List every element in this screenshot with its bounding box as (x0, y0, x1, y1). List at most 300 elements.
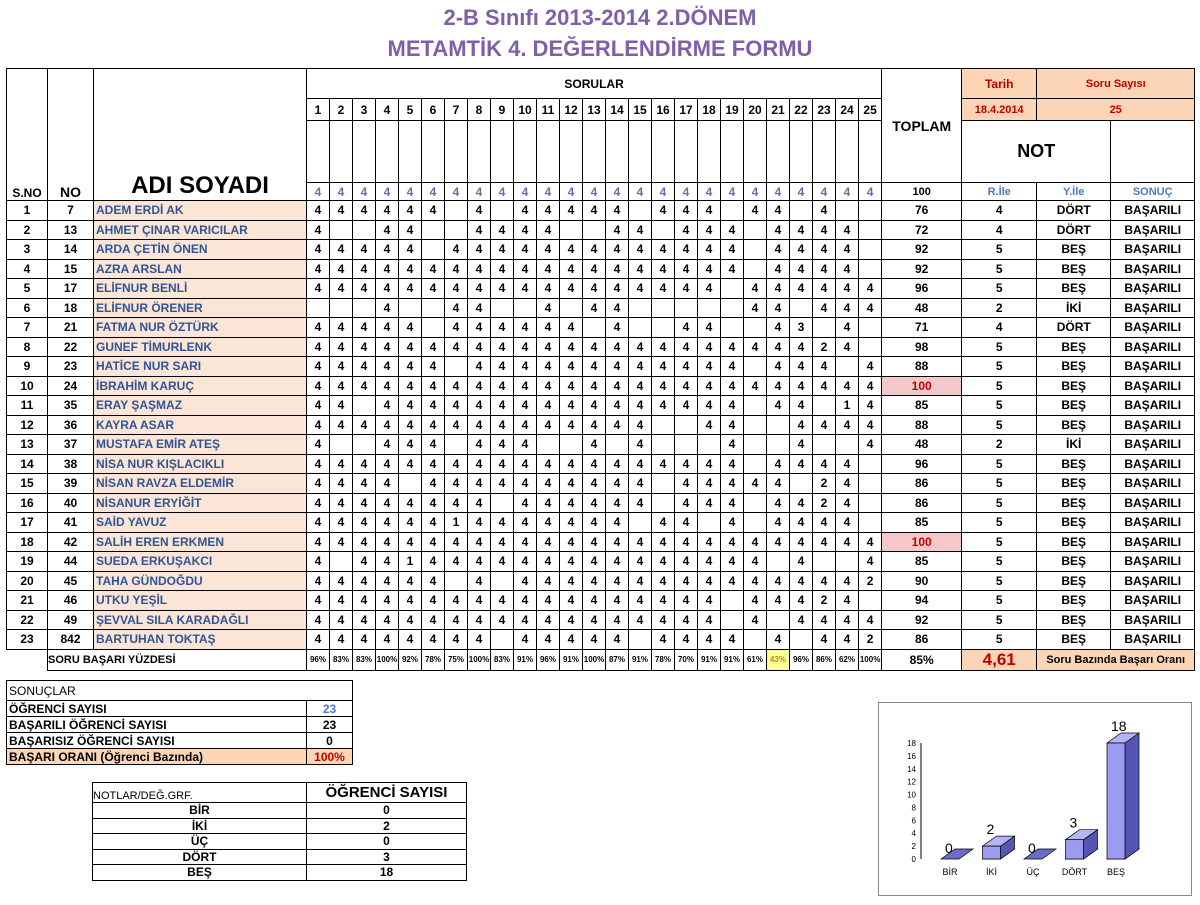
score-cell: 4 (606, 532, 629, 552)
score-cell: 4 (744, 337, 767, 357)
question-number: 9 (491, 99, 514, 121)
score-cell: 4 (652, 376, 675, 396)
score-cell: 4 (744, 298, 767, 318)
score-cell: 4 (767, 279, 790, 299)
score-cell: 4 (491, 552, 514, 572)
score-cell (767, 552, 790, 572)
score-cell: 4 (629, 415, 652, 435)
student-result: BAŞARILI (1111, 376, 1195, 396)
bar-value-label: 3 (1069, 814, 1078, 831)
score-cell: 4 (675, 552, 698, 572)
blank-cell (675, 121, 698, 183)
score-cell: 4 (376, 474, 399, 494)
student-grade-word: BEŞ (1037, 571, 1111, 591)
student-result: BAŞARILI (1111, 591, 1195, 611)
student-name: AHMET ÇINAR VARICILAR (94, 220, 307, 240)
score-cell: 4 (560, 493, 583, 513)
student-result: BAŞARILI (1111, 474, 1195, 494)
question-success-percent: 92% (399, 649, 422, 670)
score-cell: 4 (698, 240, 721, 260)
score-cell: 4 (836, 279, 859, 299)
student-name: AZRA ARSLAN (94, 259, 307, 279)
score-cell (721, 298, 744, 318)
question-weight: 4 (675, 183, 698, 201)
score-cell: 4 (353, 474, 376, 494)
student-grade-word: BEŞ (1037, 240, 1111, 260)
score-cell: 4 (790, 376, 813, 396)
student-grade-number: 4 (962, 318, 1037, 338)
student-row (7, 318, 1195, 338)
distribution-header-grade: NOTLAR/DEĞ.GRF. (93, 783, 307, 803)
student-no: 38 (48, 454, 94, 474)
score-cell: 4 (583, 279, 606, 299)
distribution-row (93, 865, 467, 881)
score-cell: 4 (537, 474, 560, 494)
bar-side (1125, 733, 1139, 859)
student-sno: 17 (7, 513, 48, 533)
score-cell (629, 630, 652, 650)
score-cell (744, 435, 767, 455)
score-cell: 4 (767, 201, 790, 221)
score-cell: 4 (675, 220, 698, 240)
student-result: BAŞARILI (1111, 532, 1195, 552)
score-cell: 4 (468, 357, 491, 377)
score-cell: 4 (767, 298, 790, 318)
score-cell: 4 (514, 591, 537, 611)
score-cell: 4 (836, 415, 859, 435)
score-cell: 4 (560, 201, 583, 221)
blank-cell (399, 121, 422, 183)
score-cell: 4 (307, 279, 330, 299)
student-no: 46 (48, 591, 94, 611)
score-cell: 4 (836, 532, 859, 552)
student-result: BAŞARILI (1111, 318, 1195, 338)
score-cell (353, 298, 376, 318)
score-cell: 4 (376, 435, 399, 455)
score-cell: 4 (445, 493, 468, 513)
header-row (7, 69, 1195, 99)
score-cell: 4 (537, 298, 560, 318)
score-cell: 4 (790, 279, 813, 299)
score-cell: 4 (330, 591, 353, 611)
question-weight: 4 (445, 183, 468, 201)
score-cell: 4 (675, 337, 698, 357)
score-cell: 4 (491, 435, 514, 455)
blank-cell (813, 121, 836, 183)
score-cell: 4 (790, 357, 813, 377)
distribution-header-count: ÖĞRENCİ SAYISI (307, 783, 467, 803)
score-cell: 4 (560, 259, 583, 279)
score-cell (744, 630, 767, 650)
score-cell (399, 298, 422, 318)
score-cell: 1 (399, 552, 422, 572)
student-result: BAŞARILI (1111, 571, 1195, 591)
distribution-row (93, 818, 467, 834)
score-cell: 4 (583, 298, 606, 318)
score-cell: 4 (721, 357, 744, 377)
score-cell: 4 (836, 454, 859, 474)
score-cell: 4 (514, 435, 537, 455)
score-cell: 4 (445, 240, 468, 260)
blank-cell (859, 121, 882, 183)
distribution-count: 2 (307, 818, 467, 834)
student-grade-word: BEŞ (1037, 610, 1111, 630)
score-cell: 4 (514, 318, 537, 338)
question-success-percent: 96% (790, 649, 813, 670)
score-cell: 4 (330, 279, 353, 299)
student-name: SAİD YAVUZ (94, 513, 307, 533)
student-total: 85 (882, 513, 962, 533)
score-cell: 4 (399, 201, 422, 221)
score-cell: 4 (353, 337, 376, 357)
score-cell: 4 (330, 318, 353, 338)
score-cell: 4 (790, 552, 813, 572)
score-cell: 4 (606, 337, 629, 357)
student-sno: 12 (7, 415, 48, 435)
score-cell (537, 435, 560, 455)
question-number: 21 (767, 99, 790, 121)
student-sno: 1 (7, 201, 48, 221)
score-cell: 4 (307, 415, 330, 435)
score-cell (629, 318, 652, 338)
student-grade-number: 4 (962, 220, 1037, 240)
blank-cell (744, 121, 767, 183)
score-cell: 4 (675, 571, 698, 591)
summary-label: ÖĞRENCİ SAYISI (7, 701, 307, 717)
question-weight: 4 (422, 183, 445, 201)
score-cell: 4 (629, 532, 652, 552)
score-cell: 4 (422, 591, 445, 611)
student-grade-number: 5 (962, 415, 1037, 435)
score-cell: 4 (721, 435, 744, 455)
score-cell: 4 (514, 454, 537, 474)
score-cell: 4 (583, 493, 606, 513)
question-number: 19 (721, 99, 744, 121)
score-cell: 4 (790, 454, 813, 474)
score-cell (836, 357, 859, 377)
question-number: 11 (537, 99, 560, 121)
score-cell: 4 (560, 552, 583, 572)
question-weight: 4 (560, 183, 583, 201)
student-grade-number: 5 (962, 552, 1037, 572)
score-cell: 4 (560, 610, 583, 630)
average-total: 85% (882, 649, 962, 670)
score-cell (445, 357, 468, 377)
score-cell: 4 (537, 552, 560, 572)
student-grade-number: 5 (962, 513, 1037, 533)
score-cell: 4 (537, 240, 560, 260)
score-cell: 4 (698, 376, 721, 396)
score-cell: 4 (307, 474, 330, 494)
score-cell: 4 (836, 610, 859, 630)
score-cell: 4 (606, 415, 629, 435)
score-cell: 4 (491, 259, 514, 279)
score-cell: 4 (606, 571, 629, 591)
score-cell: 4 (767, 318, 790, 338)
student-grade-word: BEŞ (1037, 474, 1111, 494)
question-success-percent: 78% (652, 649, 675, 670)
score-cell: 4 (307, 259, 330, 279)
student-row (7, 474, 1195, 494)
student-name: ERAY ŞAŞMAZ (94, 396, 307, 416)
score-cell: 4 (537, 376, 560, 396)
score-cell: 4 (330, 493, 353, 513)
x-tick-label: ÜÇ (1026, 867, 1040, 877)
blank-cell (1111, 121, 1195, 183)
score-cell: 4 (514, 357, 537, 377)
no-header: NO (48, 69, 94, 201)
score-cell (399, 474, 422, 494)
score-cell: 4 (675, 240, 698, 260)
score-cell: 4 (353, 357, 376, 377)
summary-row (7, 701, 353, 717)
score-cell: 4 (652, 532, 675, 552)
score-cell: 4 (422, 415, 445, 435)
score-cell: 4 (744, 201, 767, 221)
score-cell: 4 (675, 630, 698, 650)
score-cell: 4 (376, 396, 399, 416)
score-cell (813, 435, 836, 455)
score-cell: 4 (698, 454, 721, 474)
score-cell (813, 318, 836, 338)
student-result: BAŞARILI (1111, 493, 1195, 513)
question-number: 18 (698, 99, 721, 121)
question-number: 6 (422, 99, 445, 121)
student-no: 49 (48, 610, 94, 630)
score-cell: 4 (353, 376, 376, 396)
blank-cell (836, 121, 859, 183)
score-cell: 4 (583, 376, 606, 396)
score-cell: 4 (307, 337, 330, 357)
student-row (7, 279, 1195, 299)
score-cell: 4 (836, 240, 859, 260)
score-cell (445, 201, 468, 221)
student-sno: 8 (7, 337, 48, 357)
score-cell: 4 (307, 513, 330, 533)
score-cell: 4 (629, 591, 652, 611)
student-row (7, 513, 1195, 533)
question-success-percent: 75% (445, 649, 468, 670)
score-cell: 4 (537, 454, 560, 474)
score-cell (560, 298, 583, 318)
student-grade-number: 5 (962, 474, 1037, 494)
score-cell: 4 (537, 337, 560, 357)
student-total: 100 (882, 376, 962, 396)
score-cell: 4 (376, 415, 399, 435)
score-cell (859, 240, 882, 260)
score-cell: 4 (583, 513, 606, 533)
score-cell: 4 (330, 630, 353, 650)
score-cell: 4 (675, 201, 698, 221)
score-cell: 4 (652, 571, 675, 591)
student-no: 36 (48, 415, 94, 435)
score-cell: 4 (491, 357, 514, 377)
score-cell: 4 (491, 454, 514, 474)
question-number: 20 (744, 99, 767, 121)
score-cell: 4 (790, 513, 813, 533)
student-name: UTKU YEŞİL (94, 591, 307, 611)
student-sno: 3 (7, 240, 48, 260)
question-success-percent: 100% (859, 649, 882, 670)
score-cell: 4 (468, 279, 491, 299)
score-cell: 4 (514, 337, 537, 357)
score-cell: 4 (721, 259, 744, 279)
question-success-percent: 86% (813, 649, 836, 670)
distribution-count: 0 (307, 834, 467, 850)
grade-header: NOT (962, 121, 1111, 183)
student-grade-word: BEŞ (1037, 415, 1111, 435)
score-cell: 4 (721, 337, 744, 357)
score-cell (859, 318, 882, 338)
score-cell: 4 (813, 513, 836, 533)
score-cell: 2 (859, 571, 882, 591)
score-cell: 4 (422, 474, 445, 494)
y-tick-label: 12 (907, 777, 916, 787)
grade-word-header: Y.İle (1037, 183, 1111, 201)
score-cell: 4 (790, 220, 813, 240)
score-cell: 4 (560, 630, 583, 650)
score-cell: 4 (767, 240, 790, 260)
score-cell: 4 (307, 220, 330, 240)
score-cell: 4 (606, 474, 629, 494)
score-cell: 4 (376, 630, 399, 650)
question-success-percent: 83% (491, 649, 514, 670)
blank-cell (514, 121, 537, 183)
score-cell: 4 (353, 259, 376, 279)
question-number: 12 (560, 99, 583, 121)
score-cell (652, 435, 675, 455)
score-cell: 4 (422, 396, 445, 416)
score-cell: 4 (537, 396, 560, 416)
blank-cell (790, 121, 813, 183)
student-grade-word: BEŞ (1037, 591, 1111, 611)
student-grade-number: 5 (962, 376, 1037, 396)
student-name: FATMA NUR ÖZTÜRK (94, 318, 307, 338)
score-cell: 4 (399, 532, 422, 552)
score-cell: 4 (767, 337, 790, 357)
score-cell: 4 (790, 337, 813, 357)
score-cell: 4 (698, 357, 721, 377)
score-cell (583, 318, 606, 338)
summary-label: BAŞARI ORANI (Öğrenci Bazında) (7, 749, 307, 765)
score-cell: 4 (583, 337, 606, 357)
student-no: 17 (48, 279, 94, 299)
student-row (7, 591, 1195, 611)
score-cell (859, 337, 882, 357)
score-cell: 4 (675, 474, 698, 494)
score-cell (491, 201, 514, 221)
score-cell (698, 513, 721, 533)
student-sno: 5 (7, 279, 48, 299)
score-cell: 4 (422, 532, 445, 552)
question-weight: 4 (537, 183, 560, 201)
score-cell: 4 (491, 610, 514, 630)
score-cell (698, 298, 721, 318)
question-weight: 4 (330, 183, 353, 201)
distribution-grade: DÖRT (93, 849, 307, 865)
score-cell: 4 (468, 415, 491, 435)
score-cell (744, 513, 767, 533)
score-cell: 4 (813, 357, 836, 377)
score-cell: 4 (468, 532, 491, 552)
score-cell: 4 (629, 474, 652, 494)
score-cell (330, 435, 353, 455)
student-grade-word: BEŞ (1037, 552, 1111, 572)
score-cell: 4 (307, 532, 330, 552)
score-cell: 2 (813, 591, 836, 611)
student-name: ELİFNUR BENLİ (94, 279, 307, 299)
score-cell (836, 552, 859, 572)
distribution-grade: BİR (93, 803, 307, 819)
score-cell (629, 298, 652, 318)
score-cell: 4 (376, 337, 399, 357)
questions-header: SORULAR (307, 69, 882, 99)
y-tick-label: 18 (907, 739, 916, 748)
score-cell: 4 (399, 376, 422, 396)
student-grade-word: BEŞ (1037, 454, 1111, 474)
score-cell: 4 (606, 259, 629, 279)
score-cell: 4 (583, 610, 606, 630)
score-cell: 4 (537, 220, 560, 240)
score-cell (790, 201, 813, 221)
score-cell (422, 318, 445, 338)
student-no: 22 (48, 337, 94, 357)
score-cell: 1 (836, 396, 859, 416)
score-cell: 4 (445, 337, 468, 357)
score-cell: 4 (790, 591, 813, 611)
blank-cell (353, 121, 376, 183)
score-cell: 4 (583, 591, 606, 611)
score-cell: 4 (629, 376, 652, 396)
student-grade-word: BEŞ (1037, 513, 1111, 533)
score-cell: 4 (698, 474, 721, 494)
score-cell: 4 (422, 552, 445, 572)
score-cell: 4 (652, 396, 675, 416)
score-cell: 4 (744, 552, 767, 572)
student-result: BAŞARILI (1111, 552, 1195, 572)
score-cell: 4 (652, 357, 675, 377)
score-cell (859, 493, 882, 513)
score-cell: 4 (307, 630, 330, 650)
score-cell: 4 (698, 220, 721, 240)
score-cell: 4 (537, 630, 560, 650)
student-result: BAŞARILI (1111, 220, 1195, 240)
score-cell (859, 201, 882, 221)
summary-row (7, 733, 353, 749)
score-cell: 4 (468, 220, 491, 240)
y-tick-label: 16 (907, 751, 916, 761)
student-row (7, 337, 1195, 357)
grade-distribution-chart (878, 702, 1192, 896)
student-grade-number: 5 (962, 610, 1037, 630)
score-cell: 4 (652, 279, 675, 299)
question-number: 1 (307, 99, 330, 121)
question-success-percent: 100% (583, 649, 606, 670)
student-total: 48 (882, 435, 962, 455)
score-cell: 4 (583, 415, 606, 435)
bar (983, 846, 1001, 859)
score-cell: 4 (652, 513, 675, 533)
score-cell: 4 (583, 396, 606, 416)
student-row (7, 396, 1195, 416)
score-cell: 4 (767, 376, 790, 396)
score-cell: 4 (675, 357, 698, 377)
score-cell: 4 (859, 415, 882, 435)
student-name: NİSA NUR KIŞLACIKLI (94, 454, 307, 474)
score-cell: 4 (422, 201, 445, 221)
question-number: 8 (468, 99, 491, 121)
blank-cell (560, 121, 583, 183)
